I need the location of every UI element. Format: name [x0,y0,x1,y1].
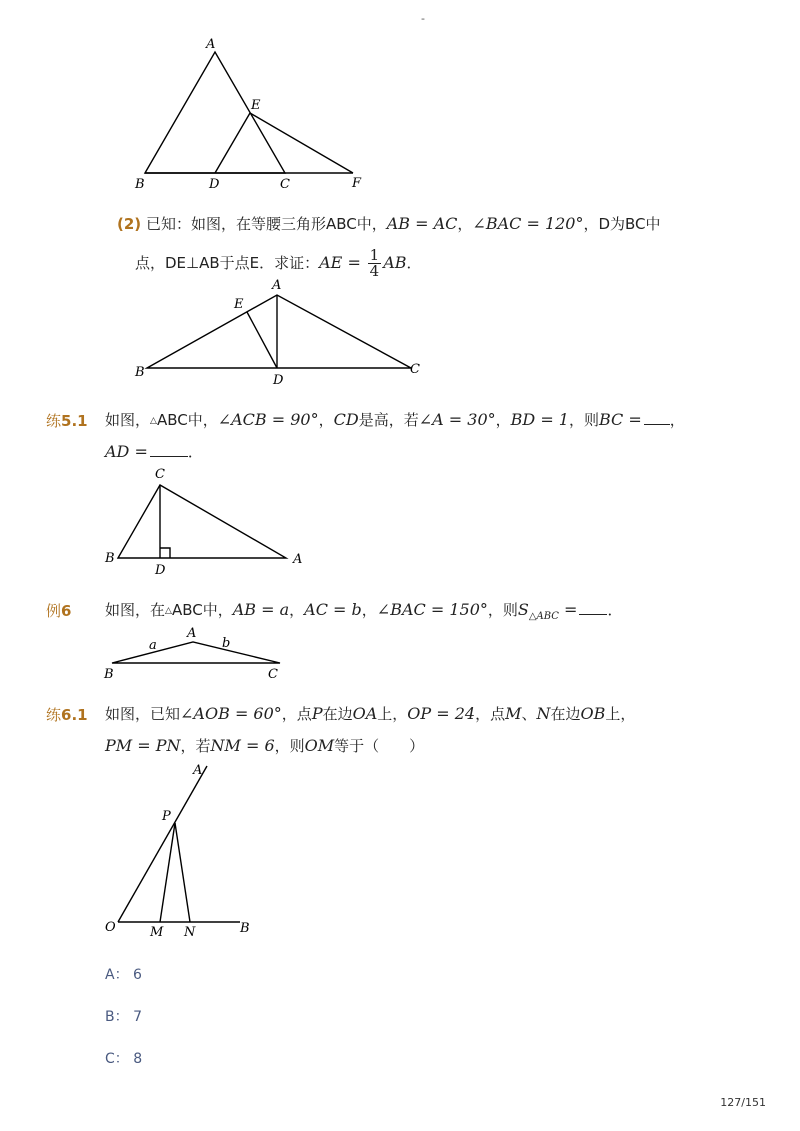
ex51-angle-acb: ∠ACB = 90° [217,410,319,429]
ex61-op: OP = 24 [407,704,476,723]
ex51-label [46,410,88,431]
fig3-label-c: C [155,467,165,482]
triangle-abc-obtuse [112,642,280,663]
ex61-nm: NM = 6 [210,736,275,755]
ex6-label-num: 6 [61,602,72,620]
choice-c[interactable] [105,1048,142,1068]
ex51-t2: ， [318,411,334,429]
fig1-label-a: A [206,37,216,52]
ex61-p: P [311,704,323,723]
ex6-t5: ，则 [487,601,518,619]
ray-oa [118,766,207,922]
page-number: 127/151 [720,1096,766,1109]
q2-l1-post: ，D为BC中 [583,215,661,233]
ex61-t5: ，点 [475,705,506,723]
ex6-blank[interactable] [579,600,607,615]
ex61-t7: 在边 [550,705,581,723]
q2-line-1 [117,214,661,234]
q2-frac-den: 4 [369,262,380,280]
figure-angle-aob [100,760,270,945]
fig1-label-e: E [251,98,261,113]
ex61-pm-pn: PM = PN [105,736,181,755]
fig3-label-a: A [293,552,303,567]
ex61-n: N [536,704,551,723]
fig3-label-b: B [105,551,115,566]
ex61-t8: 上， [605,705,636,723]
fig1-label-c: C [280,177,290,192]
segment-pn [175,823,190,922]
q2-l1-pre: 已知：如图，在等腰三角形ABC中， [145,215,387,233]
figure-isosceles-abc [130,275,430,390]
q2-ae-eq: AE = [319,253,361,272]
ex51-t0: 如图， [105,411,151,429]
choice-a-value: 6 [133,967,142,983]
fig4-label-b-side: b [222,636,231,651]
q2-eq-ab-ac: AB = AC [386,214,458,233]
ex61-oa: OA [352,704,378,723]
ex61-l2-t1: ，若 [180,737,211,755]
q2-number: (2) [117,215,142,233]
triangle-symbol: △ [150,416,157,426]
fig4-label-b: B [104,667,114,682]
ex6-t1: 如图，在 [105,601,166,619]
ex51-l2-t1: ． [187,443,203,461]
fig5-label-o: O [105,920,116,935]
ex51-blank-ad[interactable] [150,442,188,457]
ex61-label [46,704,88,725]
ex6-ac: AC = b [304,600,362,619]
fig4-label-c: C [268,667,278,682]
fig2-label-e: E [234,297,244,312]
choice-a[interactable] [105,964,142,984]
choice-c-value: 8 [133,1051,143,1067]
ex51-ad-eq: AD = [105,442,148,461]
ex6-eq: = [558,600,578,619]
choice-b[interactable] [105,1006,142,1026]
fig1-label-f: F [352,176,362,191]
fig5-label-n: N [184,925,196,940]
fig2-label-c: C [410,362,420,377]
ex6-t3: ， [289,601,305,619]
ex6-area-s: S [517,600,529,619]
triangle-abc [145,52,285,173]
figure-right-triangle [100,465,320,580]
segment-de [215,113,250,173]
ex51-angle-a: ∠A = 30° [418,410,496,429]
triangle-symbol: △ [165,606,172,616]
ex61-angle-aob: ∠AOB = 60° [180,704,282,723]
q2-ab: AB [383,253,407,272]
choice-b-value: 7 [133,1009,142,1025]
right-angle-mark [160,548,170,558]
q2-angle-bac: ∠BAC = 120° [472,214,584,233]
ex6-t4: ， [361,601,377,619]
ex51-t4: ， [495,411,511,429]
ex51-t3: 是高，若 [358,411,419,429]
fig2-label-d: D [273,373,284,388]
top-mark: - [421,12,425,25]
fig5-label-p: P [162,809,171,824]
q2-sep: ， [457,215,473,233]
ex61-om: OM [304,736,335,755]
ex51-label-prefix: 练 [46,412,62,430]
ex51-bd: BD = 1 [510,410,569,429]
segment-pm [160,823,175,922]
ex6-area-sub: △ABC [528,611,559,622]
ex61-ob: OB [580,704,606,723]
ex61-line-1 [105,704,635,724]
figure-obtuse-triangle [100,622,300,682]
ex51-blank-bc[interactable] [644,410,670,425]
ex6-t6: ． [607,601,623,619]
ex6-ab: AB = a [232,600,290,619]
choice-c-key: C： [105,1051,129,1067]
ex6-angle-bac: ∠BAC = 150° [376,600,488,619]
fig2-label-b: B [135,365,145,380]
fig1-label-d: D [209,177,220,192]
fig5-label-a: A [193,763,203,778]
ex51-label-num: 5.1 [61,412,88,430]
ex51-t6: ， [669,411,685,429]
ex51-line-1 [105,410,685,431]
ex61-line-2 [105,736,424,756]
choice-a-key: A： [105,967,129,983]
choice-b-key: B： [105,1009,129,1025]
ex61-t6: 、 [521,705,537,723]
ex61-t1: 如图，已知 [105,705,181,723]
ex61-m: M [505,704,522,723]
triangle-bca [118,485,286,558]
q2-l2-pre: 点，DE⊥AB于点E．求证： [135,254,320,272]
ex6-label [46,600,71,621]
figure-triangle-abc-ef [120,30,380,200]
ex61-t2: ，点 [281,705,312,723]
ex51-t5: ，则 [568,411,599,429]
segment-de-2 [247,312,277,368]
triangle-abc-2 [147,295,411,368]
q2-l2-post: ． [406,254,422,272]
fig4-label-a: A [187,626,197,641]
ex6-t2: ABC中， [171,601,233,619]
fig5-label-b: B [240,921,250,936]
ex51-cd: CD [333,410,359,429]
segment-ef [250,113,353,173]
ex61-t4: 上， [377,705,408,723]
ex61-label-prefix: 练 [46,706,62,724]
fig4-label-a-side: a [149,638,157,653]
ex61-t3: 在边 [322,705,353,723]
ex61-label-num: 6.1 [61,706,88,724]
ex61-l2-t3: 等于（ ） [334,737,425,755]
ex51-t1: ABC中， [156,411,218,429]
ex61-l2-t2: ，则 [274,737,305,755]
q2-frac-num: 1 [369,246,380,264]
fig1-label-b: B [135,177,145,192]
ex51-bc-eq: BC = [599,410,642,429]
fig3-label-d: D [155,563,166,578]
fig2-label-a: A [272,278,282,293]
ex6-label-prefix: 例 [46,602,62,620]
ex51-line-2 [105,442,203,462]
fig5-label-m: M [150,925,164,940]
